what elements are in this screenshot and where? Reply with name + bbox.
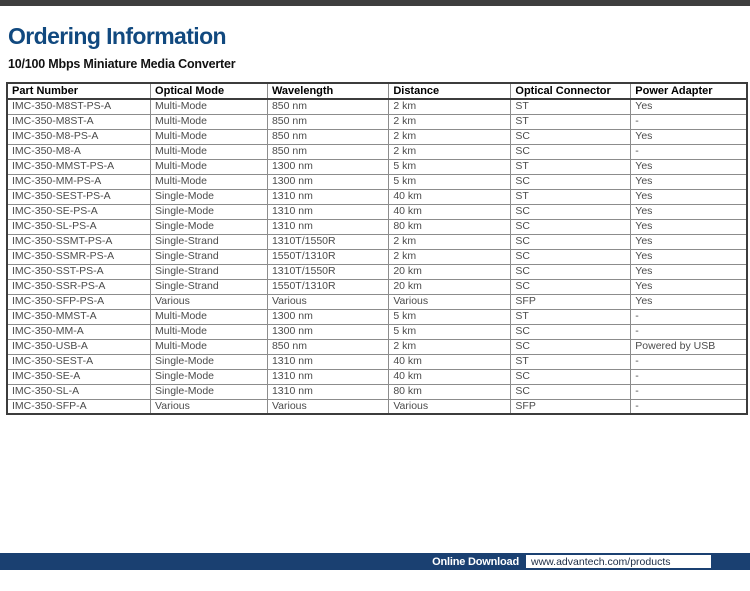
table-cell: IMC-350-SFP-PS-A <box>7 294 151 309</box>
website-url[interactable]: www.advantech.com/products <box>526 555 711 568</box>
table-cell: 850 nm <box>267 339 388 354</box>
table-cell: SC <box>511 129 631 144</box>
table-cell: - <box>631 144 747 159</box>
table-cell: Multi-Mode <box>151 99 268 114</box>
table-cell: ST <box>511 159 631 174</box>
table-cell: IMC-350-SSMT-PS-A <box>7 234 151 249</box>
footer-bar <box>0 553 750 570</box>
table-cell: SFP <box>511 294 631 309</box>
table-cell: 1300 nm <box>267 174 388 189</box>
table-cell: Multi-Mode <box>151 114 268 129</box>
table-cell: SC <box>511 339 631 354</box>
table-cell: ST <box>511 99 631 114</box>
table-body <box>7 99 747 414</box>
header-cell: Distance <box>389 83 511 99</box>
table-cell: 80 km <box>389 219 511 234</box>
table-cell: SC <box>511 204 631 219</box>
table-row <box>7 369 747 384</box>
table-cell: Various <box>151 294 268 309</box>
table-cell: Single-Strand <box>151 249 268 264</box>
table-cell: 1310T/1550R <box>267 234 388 249</box>
table-cell: SC <box>511 234 631 249</box>
table-cell: 20 km <box>389 264 511 279</box>
table-row <box>7 204 747 219</box>
table-cell: Powered by USB <box>631 339 747 354</box>
table-cell: SC <box>511 369 631 384</box>
table-cell: 20 km <box>389 279 511 294</box>
table-cell: 40 km <box>389 369 511 384</box>
table-cell: ST <box>511 309 631 324</box>
table-cell: SC <box>511 219 631 234</box>
header-cell: Part Number <box>7 83 151 99</box>
table-row <box>7 189 747 204</box>
table-cell: IMC-350-MM-A <box>7 324 151 339</box>
table-cell: 850 nm <box>267 129 388 144</box>
table-cell: 2 km <box>389 249 511 264</box>
table-row <box>7 309 747 324</box>
table-cell: IMC-350-MM-PS-A <box>7 174 151 189</box>
table-cell: Multi-Mode <box>151 144 268 159</box>
table-cell: IMC-350-M8-A <box>7 144 151 159</box>
ordering-information-table <box>6 82 748 415</box>
top-accent-bar <box>0 0 750 6</box>
table-cell: Yes <box>631 99 747 114</box>
table-cell: IMC-350-MMST-A <box>7 309 151 324</box>
table-row <box>7 279 747 294</box>
table-cell: IMC-350-SFP-A <box>7 399 151 414</box>
table-cell: - <box>631 384 747 399</box>
table-cell: 40 km <box>389 204 511 219</box>
table-cell: 2 km <box>389 129 511 144</box>
table-cell: Various <box>389 294 511 309</box>
table-cell: SC <box>511 174 631 189</box>
table-cell: 80 km <box>389 384 511 399</box>
table-row <box>7 159 747 174</box>
table-cell: Single-Mode <box>151 354 268 369</box>
table-cell: IMC-350-M8-PS-A <box>7 129 151 144</box>
header-cell: Wavelength <box>267 83 388 99</box>
table-cell: SC <box>511 264 631 279</box>
table-cell: ST <box>511 354 631 369</box>
table-cell: 1310T/1550R <box>267 264 388 279</box>
table-cell: SFP <box>511 399 631 414</box>
table-cell: 2 km <box>389 114 511 129</box>
table-row <box>7 129 747 144</box>
table-cell: ST <box>511 189 631 204</box>
table-cell: 5 km <box>389 309 511 324</box>
table-cell: - <box>631 114 747 129</box>
table-cell: Yes <box>631 189 747 204</box>
table-cell: 850 nm <box>267 144 388 159</box>
table-cell: 1300 nm <box>267 309 388 324</box>
table-cell: 850 nm <box>267 99 388 114</box>
table-cell: Yes <box>631 279 747 294</box>
table-cell: 2 km <box>389 339 511 354</box>
table-cell: Various <box>389 399 511 414</box>
table-cell: 2 km <box>389 144 511 159</box>
table-cell: IMC-350-SL-A <box>7 384 151 399</box>
table-cell: Multi-Mode <box>151 159 268 174</box>
table-cell: Yes <box>631 204 747 219</box>
table-row <box>7 294 747 309</box>
table-cell: IMC-350-SEST-A <box>7 354 151 369</box>
table-cell: Yes <box>631 234 747 249</box>
table-cell: - <box>631 324 747 339</box>
table-row <box>7 174 747 189</box>
table-cell: - <box>631 399 747 414</box>
page-title: Ordering Information <box>8 23 227 49</box>
table-cell: Yes <box>631 129 747 144</box>
table-cell: Single-Mode <box>151 369 268 384</box>
table-cell: Single-Mode <box>151 189 268 204</box>
table-row <box>7 99 747 114</box>
table-cell: 2 km <box>389 234 511 249</box>
table-row <box>7 399 747 414</box>
table-cell: 850 nm <box>267 114 388 129</box>
table-cell: SC <box>511 324 631 339</box>
section-subtitle: 10/100 Mbps Miniature Media Converter <box>8 57 236 71</box>
table-cell: 1550T/1310R <box>267 249 388 264</box>
table-cell: Single-Strand <box>151 264 268 279</box>
table-cell: IMC-350-SSMR-PS-A <box>7 249 151 264</box>
table-cell: 1310 nm <box>267 219 388 234</box>
table-row <box>7 144 747 159</box>
table-cell: IMC-350-USB-A <box>7 339 151 354</box>
table-row <box>7 339 747 354</box>
table-cell: Single-Strand <box>151 279 268 294</box>
table-row <box>7 114 747 129</box>
table-row <box>7 219 747 234</box>
table-cell: - <box>631 354 747 369</box>
table-cell: IMC-350-SST-PS-A <box>7 264 151 279</box>
table-cell: Yes <box>631 264 747 279</box>
table-cell: 1310 nm <box>267 369 388 384</box>
table-cell: Single-Mode <box>151 204 268 219</box>
table-cell: IMC-350-SSR-PS-A <box>7 279 151 294</box>
table-cell: Multi-Mode <box>151 129 268 144</box>
table-cell: - <box>631 369 747 384</box>
table-cell: 1310 nm <box>267 384 388 399</box>
table-row <box>7 249 747 264</box>
table-cell: Multi-Mode <box>151 309 268 324</box>
table-row <box>7 324 747 339</box>
table-cell: 1300 nm <box>267 324 388 339</box>
table-cell: Single-Mode <box>151 219 268 234</box>
table-cell: IMC-350-M8ST-A <box>7 114 151 129</box>
table-cell: Yes <box>631 174 747 189</box>
table-cell: 1550T/1310R <box>267 279 388 294</box>
table-cell: Single-Strand <box>151 234 268 249</box>
table-cell: 1310 nm <box>267 189 388 204</box>
table-cell: Multi-Mode <box>151 174 268 189</box>
table-cell: SC <box>511 384 631 399</box>
table-cell: Various <box>151 399 268 414</box>
table-row <box>7 234 747 249</box>
table-cell: 2 km <box>389 99 511 114</box>
table-header-row <box>7 83 747 99</box>
table-cell: IMC-350-SEST-PS-A <box>7 189 151 204</box>
table-cell: Various <box>267 399 388 414</box>
table-cell: 5 km <box>389 324 511 339</box>
table-cell: IMC-350-SE-A <box>7 369 151 384</box>
table-cell: IMC-350-MMST-PS-A <box>7 159 151 174</box>
table-row <box>7 264 747 279</box>
table-cell: Various <box>267 294 388 309</box>
header-cell: Optical Mode <box>151 83 268 99</box>
table-cell: Yes <box>631 249 747 264</box>
table-cell: 1310 nm <box>267 354 388 369</box>
table-row <box>7 384 747 399</box>
table-cell: IMC-350-SE-PS-A <box>7 204 151 219</box>
table-cell: IMC-350-SL-PS-A <box>7 219 151 234</box>
table-cell: 1310 nm <box>267 204 388 219</box>
table-cell: Yes <box>631 159 747 174</box>
table-cell: 40 km <box>389 354 511 369</box>
table-cell: 5 km <box>389 174 511 189</box>
table-cell: SC <box>511 144 631 159</box>
table-cell: 1300 nm <box>267 159 388 174</box>
table-cell: ST <box>511 114 631 129</box>
table-cell: SC <box>511 279 631 294</box>
table-cell: SC <box>511 249 631 264</box>
table-cell: - <box>631 309 747 324</box>
table-row <box>7 354 747 369</box>
table-cell: Yes <box>631 219 747 234</box>
table-cell: Multi-Mode <box>151 324 268 339</box>
table-cell: Single-Mode <box>151 384 268 399</box>
table-cell: 5 km <box>389 159 511 174</box>
table-cell: Yes <box>631 294 747 309</box>
online-download-label: Online Download <box>432 555 519 568</box>
header-cell: Optical Connector <box>511 83 631 99</box>
header-cell: Power Adapter <box>631 83 747 99</box>
table-cell: IMC-350-M8ST-PS-A <box>7 99 151 114</box>
table-cell: Multi-Mode <box>151 339 268 354</box>
table-cell: 40 km <box>389 189 511 204</box>
